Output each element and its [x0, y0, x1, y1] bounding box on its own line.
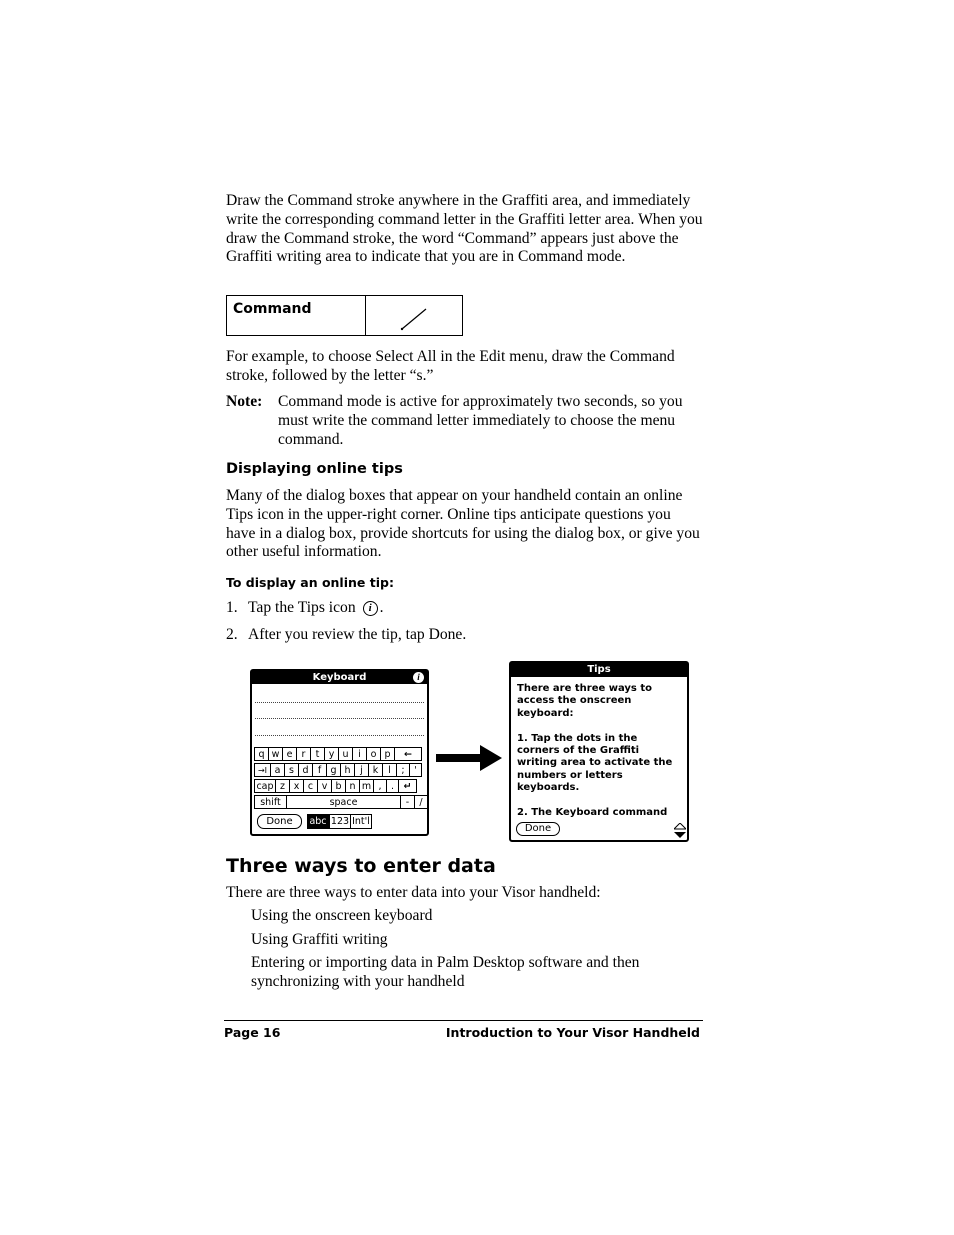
scroll-arrows-icon[interactable]	[674, 823, 686, 839]
list-item: Using Graffiti writing	[251, 931, 388, 948]
section-intro: There are three ways to enter data into your Visor handheld:	[226, 884, 601, 901]
procedure-heading: To display an online tip:	[226, 575, 394, 590]
space-key[interactable]: space	[286, 795, 401, 809]
keyboard-row-4	[254, 795, 428, 809]
key[interactable]: h	[340, 763, 355, 777]
step-text: Tap the Tips icon	[248, 599, 356, 616]
step-number: 2.	[226, 626, 238, 643]
key[interactable]: -	[400, 795, 415, 809]
key[interactable]: v	[317, 779, 332, 793]
section-heading: Three ways to enter data	[226, 855, 496, 877]
note-label: Note:	[226, 393, 263, 410]
list-item: Entering or importing data in Palm Desktop software and then synchronizing with your handheld	[251, 954, 640, 990]
key[interactable]: /	[414, 795, 428, 809]
command-stroke-icon	[366, 296, 462, 335]
tips-title: Tips	[587, 664, 611, 675]
tips-title-bar	[511, 663, 687, 677]
list-item: Using the onscreen keyboard	[251, 907, 433, 924]
footer-title: Introduction to Your Visor Handheld	[445, 1025, 700, 1040]
tips-icon: i	[363, 601, 378, 616]
key[interactable]: z	[275, 779, 290, 793]
keyboard-row-1	[254, 747, 422, 761]
key[interactable]: y	[324, 747, 339, 761]
key[interactable]: f	[312, 763, 327, 777]
command-label: Command	[227, 296, 366, 335]
key[interactable]: q	[254, 747, 269, 761]
key[interactable]: ;	[396, 763, 410, 777]
key[interactable]: g	[326, 763, 341, 777]
key[interactable]: r	[296, 747, 311, 761]
note-text: Command mode is active for approximately two seconds, so you must write the command letter immediately to choose the menu command.	[278, 393, 683, 448]
tips-heading: Displaying online tips	[226, 461, 403, 477]
tips-text: There are three ways to access the onscreen keyboard: 1. Tap the dots in the corners of the Graffiti writing area to activate the numbers or letters keyboards. 2. The Keyboard command	[517, 683, 673, 819]
keyboard-row-2	[254, 763, 422, 777]
caps-key[interactable]: cap	[254, 779, 276, 793]
key[interactable]: m	[359, 779, 374, 793]
tips-paragraph: Many of the dialog boxes that appear on your handheld contain an online Tips icon in the upper-right corner. Online tips anticipate questions you have in a dialog box, provide shortcuts for using the dialog box, or give you other useful information.	[226, 487, 700, 561]
key[interactable]: p	[380, 747, 395, 761]
example-paragraph: For example, to choose Select All in the Edit menu, draw the Command stroke, followed by the letter “s.”	[226, 348, 675, 384]
info-icon[interactable]: i	[413, 672, 424, 683]
text-line	[255, 702, 424, 703]
tips-screen	[509, 661, 689, 842]
text-line	[255, 718, 424, 719]
intro-paragraph: Draw the Command stroke anywhere in the Graffiti area, and immediately write the corresponding command letter in the Graffiti letter area. When you draw the Command stroke, the word “Command” appears just above the Graffiti writing area to indicate that you are in Command mode.	[226, 192, 703, 266]
key[interactable]: w	[268, 747, 283, 761]
key[interactable]: c	[303, 779, 318, 793]
step-text: After you review the tip, tap Done.	[248, 626, 467, 643]
text-line	[255, 735, 424, 736]
key[interactable]: s	[284, 763, 299, 777]
keyboard-done-button[interactable]: Done	[257, 814, 302, 829]
step-text-end: .	[379, 599, 384, 616]
key[interactable]: x	[289, 779, 304, 793]
mode-intl[interactable]: Int'l	[350, 814, 372, 829]
keyboard-row-3	[254, 779, 417, 793]
key[interactable]: j	[354, 763, 369, 777]
key[interactable]: e	[282, 747, 297, 761]
keyboard-mode-selector	[307, 814, 372, 829]
key[interactable]: k	[368, 763, 383, 777]
command-stroke-table	[226, 295, 463, 336]
key[interactable]: i	[352, 747, 367, 761]
keyboard-screen	[250, 669, 429, 836]
command-stroke-figure	[366, 296, 462, 335]
key[interactable]: u	[338, 747, 353, 761]
page-number: Page 16	[224, 1025, 281, 1040]
tab-key[interactable]: →I	[254, 763, 271, 777]
key[interactable]: '	[409, 763, 422, 777]
step-1	[226, 599, 384, 618]
key[interactable]: b	[331, 779, 346, 793]
key[interactable]: n	[345, 779, 360, 793]
right-arrow-icon	[436, 743, 504, 773]
tips-done-button[interactable]: Done	[516, 822, 560, 836]
key[interactable]: d	[298, 763, 313, 777]
key[interactable]: a	[270, 763, 285, 777]
key[interactable]: ,	[373, 779, 387, 793]
keyboard-title: Keyboard	[312, 672, 367, 683]
step-number: 1.	[226, 599, 238, 616]
key[interactable]: t	[310, 747, 325, 761]
mode-123[interactable]: 123	[330, 816, 350, 827]
return-key[interactable]: ↵	[398, 779, 417, 793]
step-2	[226, 626, 466, 645]
keyboard-title-bar	[252, 671, 427, 684]
key[interactable]: l	[382, 763, 397, 777]
shift-key[interactable]: shift	[254, 795, 287, 809]
footer-rule	[224, 1020, 703, 1021]
backspace-key[interactable]: ←	[394, 747, 422, 761]
key[interactable]: .	[386, 779, 399, 793]
mode-abc[interactable]: abc	[307, 814, 329, 829]
key[interactable]: o	[366, 747, 381, 761]
